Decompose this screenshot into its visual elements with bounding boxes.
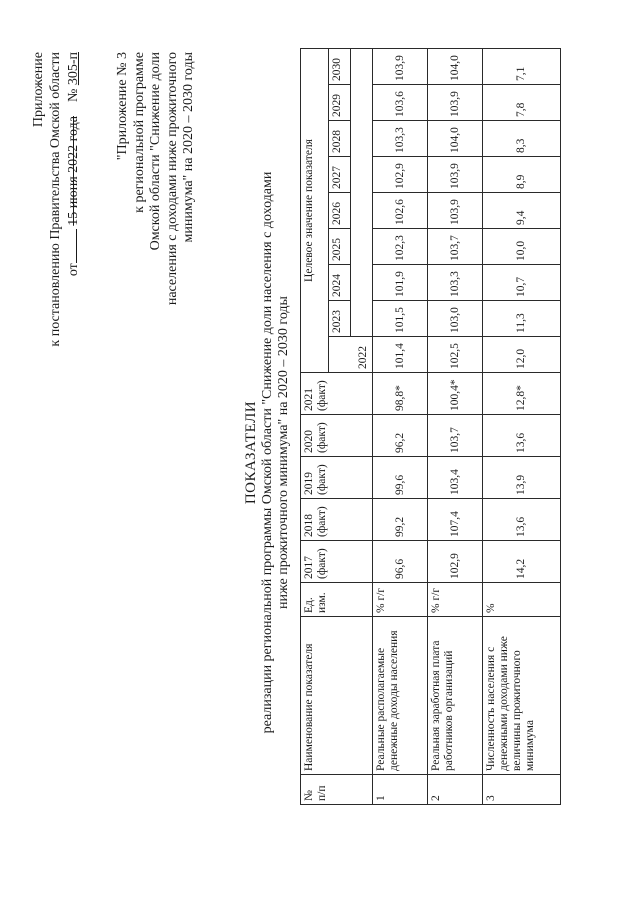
cell-target: 102,5 xyxy=(428,337,483,373)
header-target-year: 2026 xyxy=(329,193,351,229)
table-header-row xyxy=(301,48,329,804)
row-unit: % xyxy=(483,583,561,617)
row-name: Реальная заработная плата работников организаций xyxy=(428,617,483,775)
cell-target: 10,0 xyxy=(483,229,561,265)
row-name: Численность населения с денежными доходами ниже величины прожиточного минимума xyxy=(483,617,561,775)
decree-number: 305-п xyxy=(66,52,81,86)
cell-actual: 103,7 xyxy=(428,415,483,457)
annex3-line: к региональной программе xyxy=(131,52,147,213)
header-target-year: 2024 xyxy=(329,265,351,301)
table-row xyxy=(373,48,428,804)
row-num: 1 xyxy=(373,775,428,805)
cell-target: 103,3 xyxy=(428,265,483,301)
header-year: 2021 (факт) xyxy=(301,373,373,415)
cell-actual: 96,2 xyxy=(373,415,428,457)
row-num: 2 xyxy=(428,775,483,805)
cell-actual: 99,2 xyxy=(373,499,428,541)
from-label: от xyxy=(66,263,81,277)
header-name: Наименование показателя xyxy=(301,617,373,775)
row-num: 3 xyxy=(483,775,561,805)
appendix-title: Приложение xyxy=(31,52,46,128)
date-blank xyxy=(64,229,77,263)
cell-target: 101,9 xyxy=(373,265,428,301)
header-target-year: 2030 xyxy=(329,48,351,84)
cell-actual: 13,6 xyxy=(483,415,561,457)
cell-target: 102,6 xyxy=(373,193,428,229)
header-target-year: 2023 xyxy=(329,301,351,337)
annex3-line: минимума" на 2020 – 2030 годы xyxy=(181,52,196,243)
annex3-line: "Приложение № 3 xyxy=(115,52,130,161)
cell-actual: 14,2 xyxy=(483,541,561,583)
row-name: Реальные располагаемые денежные доходы населения xyxy=(373,617,428,775)
cell-target: 102,3 xyxy=(373,229,428,265)
annex3-line: Омской области "Снижение доли xyxy=(148,52,163,251)
header-target: Целевое значение показателя xyxy=(301,48,329,372)
cell-target: 8,3 xyxy=(483,121,561,157)
decree-date: 15 июня 2022 года xyxy=(66,116,81,226)
cell-actual: 103,4 xyxy=(428,457,483,499)
cell-target: 11,3 xyxy=(483,301,561,337)
cell-target: 12,0 xyxy=(483,337,561,373)
cell-target: 103,9 xyxy=(373,48,428,84)
cell-target: 101,4 xyxy=(373,337,428,373)
cell-target: 103,9 xyxy=(428,85,483,121)
page-subtitle-line1: реализации региональной программы Омской области "Снижение доли населения с доходами xyxy=(260,171,275,734)
header-year: 2017 (факт) xyxy=(301,541,373,583)
cell-target: 7,1 xyxy=(483,48,561,84)
table-row xyxy=(483,48,561,804)
cell-target: 9,4 xyxy=(483,193,561,229)
page-subtitle-line2: ниже прожиточного минимума" на 2020 – 2030 годы xyxy=(276,296,291,609)
cell-target: 102,9 xyxy=(373,157,428,193)
header-year: 2018 (факт) xyxy=(301,499,373,541)
header-spacer xyxy=(351,48,373,336)
cell-target: 103,9 xyxy=(428,157,483,193)
annex3-line: населения с доходами ниже прожиточного xyxy=(164,52,180,306)
cell-target: 103,3 xyxy=(373,121,428,157)
cell-target: 7,8 xyxy=(483,85,561,121)
document-heading xyxy=(242,0,292,905)
header-year: 2019 (факт) xyxy=(301,457,373,499)
cell-target: 103,9 xyxy=(428,193,483,229)
cell-actual: 100,4* xyxy=(428,373,483,415)
cell-actual: 102,9 xyxy=(428,541,483,583)
cell-target: 8,9 xyxy=(483,157,561,193)
cell-actual: 96,6 xyxy=(373,541,428,583)
header-num: № п/п xyxy=(301,775,373,805)
row-unit: % г/г xyxy=(428,583,483,617)
header-year: 2020 (факт) xyxy=(301,415,373,457)
table-row xyxy=(428,48,483,804)
cell-target: 10,7 xyxy=(483,265,561,301)
row-unit: % г/г xyxy=(373,583,428,617)
header-target-year: 2029 xyxy=(329,85,351,121)
indicators-table xyxy=(300,48,561,805)
cell-actual: 12,8* xyxy=(483,373,561,415)
cell-actual: 107,4 xyxy=(428,499,483,541)
appendix-block xyxy=(30,52,82,472)
header-target-year: 2027 xyxy=(329,157,351,193)
cell-target: 103,0 xyxy=(428,301,483,337)
cell-target: 103,7 xyxy=(428,229,483,265)
appendix-date-row xyxy=(64,52,82,472)
cell-target: 103,6 xyxy=(373,85,428,121)
number-label: № xyxy=(66,88,81,103)
cell-actual: 13,6 xyxy=(483,499,561,541)
annex3-block xyxy=(115,52,198,322)
cell-actual: 13,9 xyxy=(483,457,561,499)
cell-actual: 98,8* xyxy=(373,373,428,415)
header-target-year: 2025 xyxy=(329,229,351,265)
header-target-year: 2022 xyxy=(329,337,373,373)
cell-actual: 99,6 xyxy=(373,457,428,499)
cell-target: 104,0 xyxy=(428,48,483,84)
cell-target: 101,5 xyxy=(373,301,428,337)
appendix-reference: к постановлению Правительства Омской области xyxy=(48,52,63,347)
header-target-year: 2028 xyxy=(329,121,351,157)
cell-target: 104,0 xyxy=(428,121,483,157)
page-title: ПОКАЗАТЕЛИ xyxy=(243,400,259,505)
header-unit: Ед. изм. xyxy=(301,583,373,617)
